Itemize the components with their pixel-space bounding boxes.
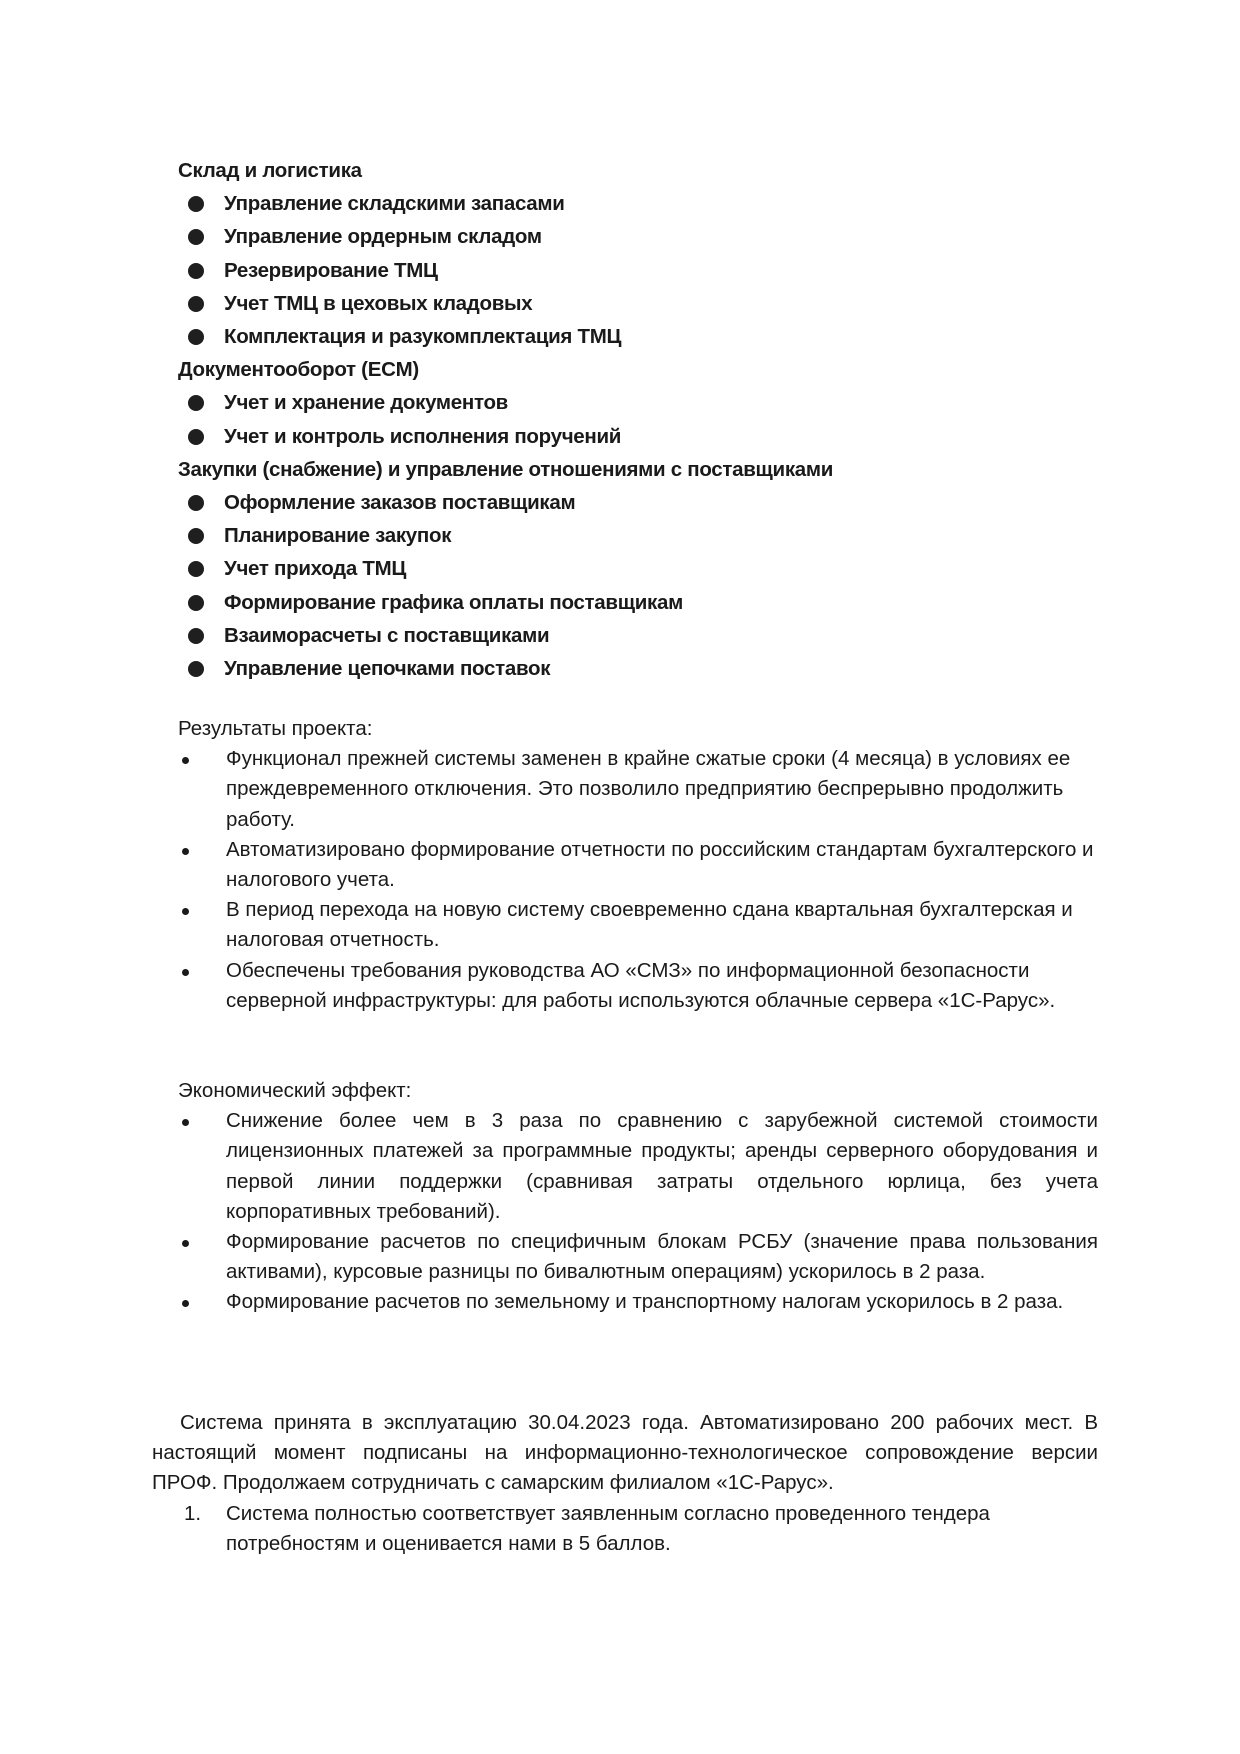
list-item-text: Оформление заказов поставщикам	[224, 491, 576, 515]
list-item-text: Комплектация и разукомплектация ТМЦ	[224, 325, 622, 349]
bullet-icon	[188, 296, 204, 312]
list-item-text: Функционал прежней системы заменен в крайне сжатые сроки (4 месяца) в условиях ее преждевременного отключения. Это позволило предприятию беспрерывно продолжить работу.	[226, 747, 1071, 831]
list-item	[178, 519, 1128, 552]
list-item-text: Обеспечены требования руководства АО «СМЗ» по информационной безопасности серверной инфраструктуры: для работы используются облачные сервера «1С-Рарус».	[226, 958, 1056, 1012]
section-title-ecm: Документооборот (ECM)	[178, 358, 419, 382]
list-item	[178, 652, 1128, 685]
list-item-text: Управление складскими запасами	[224, 192, 565, 216]
effect-list	[178, 1106, 1098, 1317]
list-item	[178, 320, 1128, 353]
list-item-text: Снижение более чем в 3 раза по сравнению с зарубежной системой стоимости лицензионных платежей за программные продукты; аренды серверного оборудования и первой линии поддержки (сравнивая затраты отдельного юрлица, без учета корпоративных требований).	[226, 1109, 1098, 1223]
list-item-text: Формирование расчетов по специфичным блокам РСБУ (значение права пользования активами), курсовые разницы по бивалютным операциям) ускорилось в 2 раза.	[226, 1230, 1098, 1284]
list-item	[178, 552, 1128, 585]
list-item-text: Автоматизировано формирование отчетности по российским стандартам бухгалтерского и налогового учета.	[226, 837, 1094, 892]
results-section	[178, 714, 1098, 1016]
list-item	[178, 586, 1128, 619]
list-item	[178, 254, 1128, 287]
list-item	[178, 220, 1128, 253]
list-item-text: Планирование закупок	[224, 524, 452, 548]
warehouse-list	[178, 187, 1128, 353]
bullet-icon	[188, 628, 204, 644]
bullet-icon	[182, 1119, 189, 1126]
list-item	[178, 1106, 1098, 1227]
bullet-icon	[182, 848, 189, 855]
results-list	[178, 744, 1098, 1016]
list-item-text: Взаиморасчеты с поставщиками	[224, 623, 550, 647]
list-item	[178, 287, 1128, 320]
list-item-text: Учет и контроль исполнения поручений	[224, 424, 622, 448]
bullet-icon	[188, 561, 204, 577]
bullet-icon	[188, 495, 204, 511]
bullet-icon	[188, 263, 204, 279]
list-item	[178, 619, 1128, 652]
features-section	[178, 154, 1128, 685]
bullet-icon	[188, 395, 204, 411]
bullet-icon	[188, 661, 204, 677]
effect-section	[178, 1076, 1098, 1318]
procurement-list	[178, 486, 1128, 685]
list-item	[178, 187, 1128, 220]
list-item-text: Управление ордерным складом	[224, 225, 542, 249]
results-title: Результаты проекта:	[178, 717, 373, 740]
list-item	[178, 1227, 1098, 1287]
list-item	[178, 386, 1128, 419]
bullet-icon	[188, 229, 204, 245]
list-item-text: Формирование расчетов по земельному и транспортному налогам ускорилось в 2 раза.	[226, 1290, 1064, 1314]
closing-section	[152, 1408, 1098, 1559]
list-item	[178, 895, 1098, 955]
list-item	[178, 744, 1098, 835]
list-item	[178, 956, 1098, 1016]
effect-title: Экономический эффект:	[178, 1079, 412, 1102]
item-number: 1.	[184, 1501, 202, 1525]
bullet-icon	[188, 196, 204, 212]
list-item	[178, 1287, 1098, 1317]
list-item-text: Формирование графика оплаты поставщикам	[224, 590, 683, 614]
list-item-text: Резервирование ТМЦ	[224, 258, 438, 282]
list-item-text: Учет и хранение документов	[224, 391, 508, 415]
list-item-text: Управление цепочками поставок	[224, 657, 551, 681]
list-item-text: Учет ТМЦ в цеховых кладовых	[224, 291, 533, 315]
closing-paragraph: Система принята в эксплуатацию 30.04.2023 года. Автоматизировано 200 рабочих мест. В настоящий момент подписаны на информационно-технологическое сопровождение версии ПРОФ. Продолжаем сотрудничать с самарским филиалом «1С-Рарус».	[152, 1411, 1098, 1495]
bullet-icon	[182, 908, 189, 915]
bullet-icon	[188, 429, 204, 445]
section-title-procurement: Закупки (снабжение) и управление отношениями с поставщиками	[178, 457, 834, 481]
bullet-icon	[182, 757, 189, 764]
bullet-icon	[182, 1300, 189, 1307]
list-item	[178, 420, 1128, 453]
numbered-item	[152, 1499, 1098, 1559]
bullet-icon	[188, 528, 204, 544]
section-title-warehouse: Склад и логистика	[178, 159, 362, 182]
bullet-icon	[188, 595, 204, 611]
list-item-text: Учет прихода ТМЦ	[224, 557, 407, 581]
list-item-text: В период перехода на новую систему своевременно сдана квартальная бухгалтерская и налоговая отчетность.	[226, 898, 1073, 952]
bullet-icon	[182, 1240, 189, 1247]
bullet-icon	[182, 969, 189, 976]
list-item	[178, 835, 1098, 895]
list-item	[178, 486, 1128, 519]
ecm-list	[178, 386, 1128, 452]
numbered-item-text: Система полностью соответствует заявленным согласно проведенного тендера потребностям и оценивается нами в 5 баллов.	[226, 1501, 990, 1555]
bullet-icon	[188, 329, 204, 345]
